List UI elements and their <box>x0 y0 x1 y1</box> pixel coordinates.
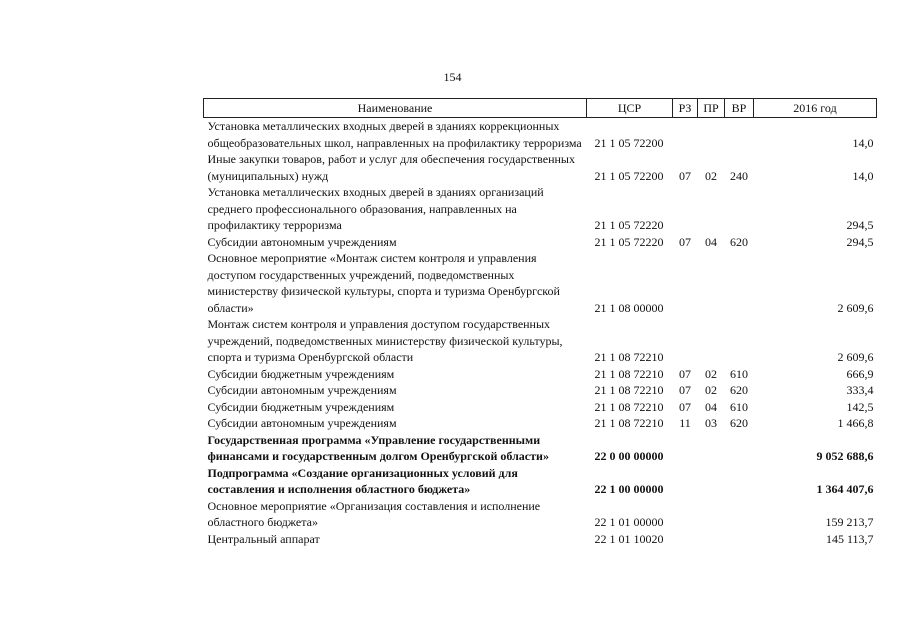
cell-rz: 07 <box>679 234 691 249</box>
table-row <box>204 316 877 366</box>
cell-rz <box>673 531 698 548</box>
cell-vr <box>725 432 754 465</box>
cell-vr: 240 <box>730 168 748 183</box>
table-body <box>204 118 877 548</box>
cell-pr: 04 <box>705 234 717 249</box>
cell-sum: 9 052 688,6 <box>816 449 874 463</box>
header-name: Наименование <box>204 99 587 118</box>
cell-pr: 02 <box>705 383 717 397</box>
cell-vr: 620 <box>730 416 748 430</box>
table-row <box>204 382 877 399</box>
budget-table <box>203 98 877 547</box>
table-row <box>204 399 877 416</box>
table-row <box>204 531 877 548</box>
cell-rz <box>673 118 698 152</box>
cell-csr: 21 1 08 72210 <box>594 350 664 364</box>
cell-sum: 145 113,7 <box>825 531 874 546</box>
cell-vr: 610 <box>730 366 748 381</box>
header-vr: ВР <box>725 99 754 118</box>
cell-csr: 21 1 08 72210 <box>594 383 664 397</box>
cell-sum: 2 609,6 <box>837 300 874 315</box>
cell-sum: 14,0 <box>852 168 874 183</box>
cell-name: Иные закупки товаров, работ и услуг для обеспечения государственных (муниципальных) нужд <box>207 152 575 183</box>
cell-pr <box>698 465 725 498</box>
cell-pr <box>698 250 725 316</box>
cell-sum: 142,5 <box>846 399 874 414</box>
cell-name: Субсидии автономным учреждениям <box>207 383 397 397</box>
cell-name: Основное мероприятие «Организация составления и исполнение областного бюджета» <box>207 498 541 529</box>
cell-csr: 22 1 01 10020 <box>594 531 664 546</box>
cell-rz: 07 <box>679 383 691 397</box>
cell-vr: 610 <box>730 399 748 414</box>
table-row <box>204 250 877 316</box>
cell-rz: 11 <box>679 416 691 430</box>
cell-rz <box>673 250 698 316</box>
cell-rz: 07 <box>679 399 691 414</box>
cell-sum: 666,9 <box>846 366 874 381</box>
cell-sum: 294,5 <box>846 218 874 232</box>
cell-pr <box>698 316 725 366</box>
table-row <box>204 415 877 432</box>
cell-sum: 2 609,6 <box>837 350 874 364</box>
table-header <box>204 99 877 118</box>
cell-vr <box>725 184 754 234</box>
cell-vr: 620 <box>730 234 748 249</box>
cell-vr <box>725 316 754 366</box>
cell-csr: 21 1 08 72210 <box>594 366 664 381</box>
cell-csr: 22 1 01 00000 <box>594 515 664 529</box>
cell-vr <box>725 118 754 152</box>
page-number: 154 <box>443 70 462 84</box>
cell-pr <box>698 498 725 531</box>
header-year: 2016 год <box>754 99 877 118</box>
cell-name: Основное мероприятие «Монтаж систем контроля и управления доступом государственных учреждений, подведомственных министерству физической культуры, спорта и туризма Оренбургской области» <box>207 251 560 315</box>
cell-name: Центральный аппарат <box>207 531 320 546</box>
table-row <box>204 465 877 498</box>
cell-vr <box>725 250 754 316</box>
table-row <box>204 234 877 251</box>
cell-rz: 07 <box>679 366 691 381</box>
cell-name: Подпрограмма «Создание организационных условий для составления и исполнения областного бюджета» <box>207 465 518 496</box>
cell-rz <box>673 498 698 531</box>
cell-csr: 21 1 05 72220 <box>594 218 664 232</box>
cell-name: Субсидии автономным учреждениям <box>207 416 397 430</box>
cell-sum: 1 364 407,6 <box>816 482 874 496</box>
cell-pr <box>698 531 725 548</box>
cell-csr: 21 1 08 72210 <box>594 416 664 430</box>
cell-rz <box>673 184 698 234</box>
cell-csr: 22 1 00 00000 <box>594 482 664 496</box>
cell-pr: 04 <box>705 399 717 414</box>
cell-sum: 159 213,7 <box>825 515 874 529</box>
cell-csr: 21 1 08 00000 <box>594 300 664 315</box>
cell-vr <box>725 498 754 531</box>
cell-pr <box>698 118 725 152</box>
table-row <box>204 184 877 234</box>
cell-sum: 333,4 <box>846 383 874 397</box>
cell-vr: 620 <box>730 383 748 397</box>
cell-pr: 03 <box>705 416 717 430</box>
cell-name: Субсидии автономным учреждениям <box>207 234 397 249</box>
cell-rz <box>673 465 698 498</box>
cell-csr: 22 0 00 00000 <box>594 449 664 463</box>
cell-pr: 02 <box>705 168 717 183</box>
cell-csr: 21 1 05 72220 <box>594 234 664 249</box>
cell-pr <box>698 432 725 465</box>
cell-rz <box>673 432 698 465</box>
table-row <box>204 498 877 531</box>
cell-csr: 21 1 05 72200 <box>594 135 664 150</box>
header-rz: РЗ <box>673 99 698 118</box>
header-csr: ЦСР <box>587 99 673 118</box>
cell-csr: 21 1 05 72200 <box>594 168 664 183</box>
cell-pr: 02 <box>705 366 717 381</box>
cell-sum: 1 466,8 <box>837 416 874 430</box>
cell-sum: 294,5 <box>846 234 874 249</box>
cell-sum: 14,0 <box>852 135 874 150</box>
table-row <box>204 118 877 152</box>
cell-rz <box>673 316 698 366</box>
cell-name: Государственная программа «Управление государственными финансами и государственным долгом Оренбургской области» <box>207 432 549 463</box>
cell-name: Монтаж систем контроля и управления доступом государственных учреждений, подведомственных министерству физической культуры, спорта и туризма Оренбургской области <box>207 317 563 364</box>
table-row <box>204 366 877 383</box>
cell-pr <box>698 184 725 234</box>
cell-name: Установка металлических входных дверей в зданиях коррекционных общеобразовательных школ, направленных на профилактику терроризма <box>207 119 582 150</box>
cell-vr <box>725 465 754 498</box>
table-row <box>204 151 877 184</box>
header-pr: ПР <box>698 99 725 118</box>
cell-name: Субсидии бюджетным учреждениям <box>207 366 395 381</box>
cell-name: Установка металлических входных дверей в зданиях организаций среднего профессионального образования, направленных на профилактику терроризма <box>207 185 544 232</box>
cell-rz: 07 <box>679 168 691 183</box>
cell-vr <box>725 531 754 548</box>
cell-csr: 21 1 08 72210 <box>594 399 664 414</box>
cell-name: Субсидии бюджетным учреждениям <box>207 399 395 414</box>
table-row <box>204 432 877 465</box>
